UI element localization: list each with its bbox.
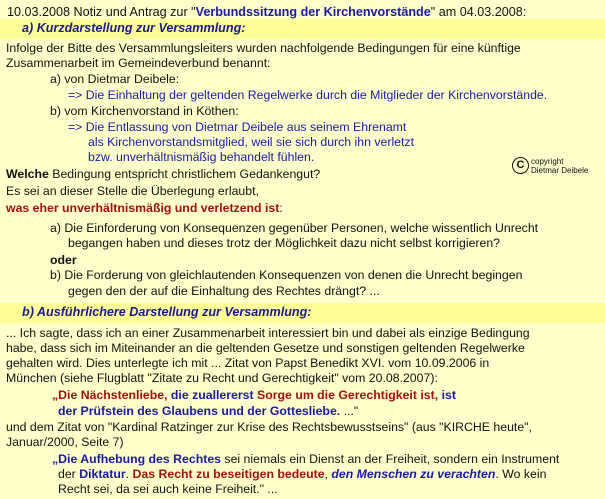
quote-2-part-i: . Wo kein: [495, 467, 547, 481]
quote-benedikt-line-2: [58, 404, 358, 418]
copyright-label: copyright: [531, 157, 564, 166]
copyright-author: Dietmar Deibele: [531, 166, 589, 175]
condition-a-label: a) von Dietmar Deibele:: [50, 72, 180, 86]
consider-red: was eher unverhältnismäßig und verletzend ist: [6, 201, 280, 215]
header-prefix: 10.03.2008 Notiz und Antrag zur ": [7, 5, 196, 19]
header-title: Verbundssitzung der Kirchenvorstände: [195, 5, 431, 19]
section-a-heading: a) Kurzdarstellung zur Versammlung:: [22, 21, 246, 35]
quote-1-part-c: Sorge um die Gerechtigkeit ist,: [257, 388, 442, 402]
option-b-line-2: gegen den der auf die Einhaltung des Rechtes drängt? ...: [68, 284, 380, 298]
ratzinger-line-2: Januar/2000, Seite 7): [6, 435, 124, 449]
condition-b-label: b) vom Kirchenvorstand in Köthen:: [50, 104, 239, 118]
quote-2-part-e: .: [125, 467, 133, 481]
copyright-icon: C: [512, 157, 529, 174]
condition-a-text: => Die Einhaltung der geltenden Regelwerke durch die Mitglieder der Kirchenvorstände.: [68, 88, 548, 102]
consider-red-line: [6, 201, 283, 215]
detail-line-4: München (siehe Flugblatt "Zitate zu Recht und Gerechtigkeit" vom 20.08.2007):: [6, 371, 438, 385]
section-b-heading: b) Ausführlichere Darstellung zur Versammlung:: [22, 305, 312, 319]
option-a-line-1: a) Die Einforderung von Konsequenzen gegenüber Personen, welche wissentlich Unrecht: [50, 221, 539, 235]
question-rest: Bedingung entspricht christlichem Gedankengut?: [48, 167, 321, 181]
oder-label: oder: [50, 253, 77, 267]
quote-1-part-b: die zuallererst: [170, 388, 258, 402]
quote-ratzinger-line-1: [52, 452, 559, 466]
quote-1-part-e: der Prüfstein des Glaubens und der Gottesliebe.: [58, 404, 344, 418]
quote-2-part-b: sei niemals ein Dienst an der Freiheit, sondern ein Instrument: [221, 452, 560, 466]
ratzinger-line-1: und dem Zitat von "Kardinal Ratzinger zur Krise des Rechtsbewusstseins" (aus "KIRCHE heute",: [6, 420, 532, 434]
quote-benedikt-line-1: [52, 388, 456, 402]
quote-1-part-a: „Die Nächstenliebe,: [52, 388, 171, 402]
quote-ratzinger-line-3: Recht sei, da sei auch keine Freiheit." ...: [58, 482, 278, 496]
quote-1-part-d: ist: [441, 388, 456, 402]
detail-line-2: habe, dass sich im Miteinander an die geltenden Gesetze und sonstigen geltenden Regelwerke: [6, 341, 525, 355]
detail-line-1: ... Ich sagte, dass ich an einer Zusammenarbeit interessiert bin und dabei als einzige Bedingung: [6, 326, 530, 340]
condition-b-text-3: bzw. unverhältnismäßig behandelt fühlen.: [88, 150, 315, 164]
intro-line-2: Zusammenarbeit im Gemeindeverbund benannt:: [6, 56, 271, 70]
question-bold: Welche: [6, 167, 49, 181]
section-a-heading-bar: [0, 19, 605, 39]
option-b-line-1: b) Die Forderung von gleichlautenden Konsequenzen von denen die Unrecht begingen: [50, 268, 523, 282]
header-line: [7, 5, 526, 19]
header-suffix: " am 04.03.2008:: [430, 5, 527, 19]
option-a-line-2: begangen haben und dieses trotz der Möglichkeit dazu nicht selbst korrigieren?: [68, 236, 501, 250]
condition-b-text-1: => Die Entlassung von Dietmar Deibele aus seinem Ehrenamt: [68, 120, 407, 134]
quote-2-part-g: ,: [324, 467, 332, 481]
consider-colon: :: [279, 201, 283, 215]
quote-2-part-h: den Menschen zu verachten: [331, 467, 496, 481]
section-b-heading-bar: [0, 303, 605, 323]
quote-ratzinger-line-2: [58, 467, 546, 481]
quote-2-part-c: der: [58, 467, 80, 481]
question-line: [6, 167, 320, 181]
intro-line-1: Infolge der Bitte des Versammlungsleiters wurden nachfolgende Bedingungen für eine künftige: [6, 41, 521, 55]
detail-line-3: gehalten wird. Dies unterlegte ich mit ... Zitat von Papst Benedikt XVI. vom 10.09.2006 in: [6, 356, 490, 370]
quote-2-part-d: Diktatur: [79, 467, 126, 481]
consider-line: Es sei an dieser Stelle die Überlegung erlaubt,: [6, 184, 259, 198]
quote-1-part-f: ...": [343, 404, 359, 418]
condition-b-text-2: als Kirchenvorstandsmitglied, weil sie sich durch ihn verletzt: [88, 135, 415, 149]
quote-2-part-f: Das Recht zu beseitigen bedeute: [132, 467, 325, 481]
quote-2-part-a: „Die Aufhebung des Rechtes: [52, 452, 221, 466]
